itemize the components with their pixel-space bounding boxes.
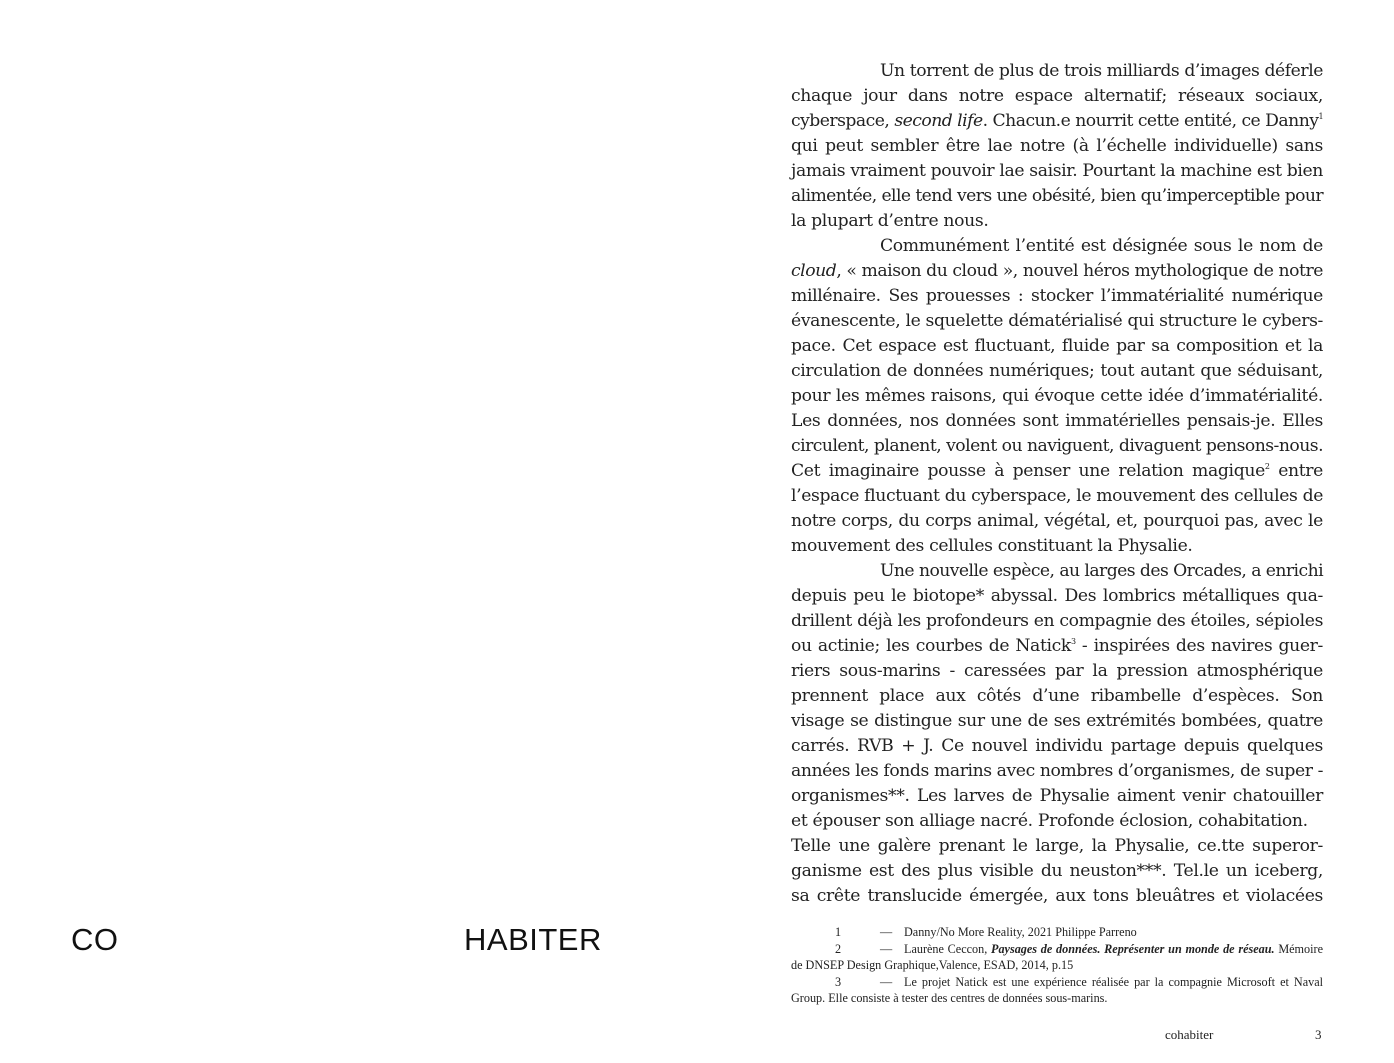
text-line: la plupart d’entre nous. — [791, 211, 989, 231]
text-line: cyberspace, second life. Chacun.e nourrit cette entité, ce Danny$^1$ — [791, 111, 1324, 131]
text-line: Un torrent de plus de trois milliards d’images déferle — [880, 61, 1324, 81]
text-line: évanescente, le squelette dématérialisé qui structure le cybers- — [791, 311, 1323, 331]
text-line: Communément l’entité est désignée sous le nom de — [880, 236, 1323, 256]
text-line: Cet imaginaire pousse à penser une relation magique$^2$ entre — [791, 461, 1323, 481]
text-line: Les données, nos données sont immatérielles pensais-je. Elles — [791, 411, 1323, 431]
title-word-habiter: HABITER — [464, 922, 602, 957]
footnote-ref-1: 1 — [1318, 112, 1324, 121]
text-line: chaque jour dans notre espace alternatif; réseaux sociaux, — [791, 86, 1323, 106]
title-word-co: CO — [71, 922, 119, 957]
text-line: qui peut sembler être lae notre (à l’échelle individuelle) sans — [791, 136, 1323, 156]
page-number: 3 — [1315, 1027, 1322, 1042]
text-line: et épouser son alliage nacré. Profonde éclosion, cohabitation. — [791, 811, 1308, 831]
text-line: depuis peu le biotope* abyssal. Des lombrics métalliques qua- — [791, 586, 1323, 606]
text-line: circulent, planent, volent ou naviguent, divaguent pensons-nous. — [791, 436, 1324, 456]
text-line: années les fonds marins avec nombres d’organismes, de super - — [791, 761, 1324, 781]
text-line: circulation de données numériques; tout autant que séduisant, — [791, 361, 1323, 381]
text-line: pace. Cet espace est fluctuant, fluide par sa composition et la — [791, 336, 1323, 356]
footnote-1: 1 — Danny/No More Reality, 2021 Philippe Parreno — [835, 925, 1137, 939]
text-line: ganisme est des plus visible du neuston***. Tel.le un iceberg, — [791, 861, 1323, 881]
text-line: jamais vraiment pouvoir lae saisir. Pourtant la machine est bien — [791, 161, 1324, 181]
text-line: prennent place aux côtés d’une ribambelle d’espèces. Son — [791, 686, 1323, 706]
text-line: organismes**. Les larves de Physalie aiment venir chatouiller — [791, 786, 1323, 806]
text-line: pour les mêmes raisons, qui évoque cette idée d’immatérialité. — [791, 386, 1323, 406]
text-line: visage se distingue sur une de ses extrémités bombées, quatre — [791, 711, 1323, 731]
footnotes — [791, 924, 1323, 1007]
footnote-ref-3: 3 — [1071, 637, 1076, 646]
running-footer-title: cohabiter — [1165, 1027, 1214, 1042]
text-line: Une nouvelle espèce, au larges des Orcades, a enrichi — [880, 561, 1324, 581]
text-line: l’espace fluctuant du cyberspace, le mouvement des cellules de — [791, 486, 1324, 506]
text-line: alimentée, elle tend vers une obésité, bien qu’imperceptible pour — [791, 186, 1323, 206]
text-line: millénaire. Ses prouesses : stocker l’immatérialité numérique — [791, 286, 1323, 306]
footnote-ref-2: 2 — [1264, 462, 1270, 471]
text-line: ou actinie; les courbes de Natick$^3$ - inspirées des navires guer- — [791, 636, 1323, 656]
footnote-3: 3 — Le projet Natick est une expérience réalisée par la compagnie Microsoft et Naval Group. Elle consiste à tester des centres de données sous-marins. — [791, 974, 1323, 1006]
body-text — [791, 59, 1323, 909]
footnote-2: 2 — Laurène Ceccon, Paysages de données. Représenter un monde de réseau. Mémoire de DNSEP Design Graphique,Valence, ESAD, 2014, p.15 — [791, 941, 1323, 973]
text-line: Telle une galère prenant le large, la Physalie, ce.tte superor- — [791, 836, 1323, 856]
text-line: drillent déjà les profondeurs en compagnie des étoiles, sépioles — [791, 611, 1324, 631]
text-line: sa crête translucide émergée, aux tons bleuâtres et violacées — [791, 886, 1323, 906]
text-line: carrés. RVB + J. Ce nouvel individu partage depuis quelques — [791, 736, 1323, 756]
text-line: riers sous-marins - caressées par la pression atmosphérique — [791, 661, 1323, 681]
text-line: mouvement des cellules constituant la Physalie. — [791, 536, 1193, 556]
text-line: notre corps, du corps animal, végétal, et, pourquoi pas, avec le — [791, 511, 1323, 531]
text-line: cloud, « maison du cloud », nouvel héros mythologique de notre — [791, 261, 1323, 281]
